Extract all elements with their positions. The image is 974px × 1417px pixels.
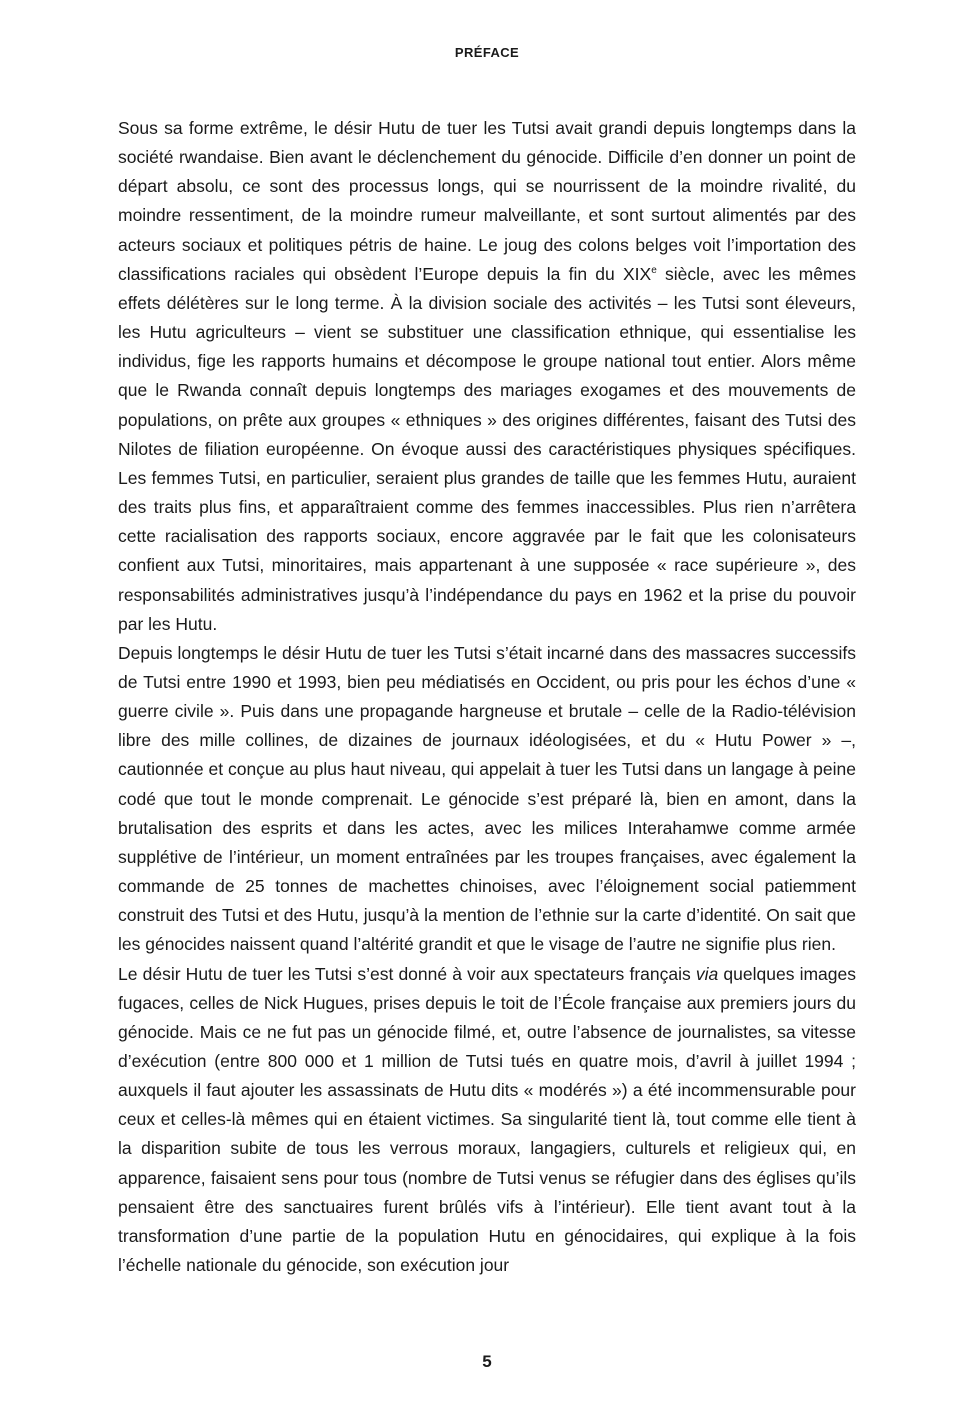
paragraph-3-text-a: Le désir Hutu de tuer les Tutsi s’est donné à voir aux spectateurs français — [118, 963, 696, 984]
page-number: 5 — [482, 1352, 492, 1371]
italic-via: via — [695, 963, 719, 984]
paragraph-3 — [118, 960, 856, 1281]
paragraph-3-text-b: quelques images fugaces, celles de Nick Hugues, prises depuis le toit de l’École française aux premiers jours du génocide. Mais ce ne fut pas un génocide filmé, et, outre l’absence de journalistes, sa vitesse d’exécution (entre 800 000 et 1 million de Tutsi tués en quatre mois, d’avril à juillet 1994 ; auxquels il faut ajouter les assassinats de Hutu dits « modérés ») a été incommensurable pour ceux et celles-là mêmes qui en étaient victimes. Sa singularité tient là, tout comme elle tient à la disparition subite de tous les verrous moraux, langagiers, culturels et religieux qui, en apparence, faisaient sens pour tous (nombre de Tutsi venus se réfugier dans des églises qu’ils pensaient être des sanctuaires furent brûlés vifs à l’intérieur). Elle tient avant tout à la transformation d’une partie de la population Hutu en génocidaires, qui explique à la fois l’échelle nationale du génocide, son exécution jour — [118, 963, 857, 1276]
paragraph-1-text-a: Sous sa forme extrême, le désir Hutu de tuer les Tutsi avait grandi depuis longtemps dans la société rwandaise. Bien avant le déclenchement du génocide. Difficile d’en donner un point de départ absolu, ce sont des processus longs, qui se nourrissent de la moindre rivalité, du moindre ressentiment, de la moindre rumeur malveillante, et sont surtout alimentés par des acteurs sociaux et politiques pétris de haine. Le joug des colons belges voit l’importation des classifications raciales qui obsèdent l’Europe depuis la fin du XIX — [118, 118, 856, 284]
paragraph-1-text-b: siècle, avec les mêmes effets délétères sur le long terme. À la division sociale des activités – les Tutsi sont éleveurs, les Hutu agriculteurs – vient se substituer une classification ethnique, qui essentialise les individus, fige les rapports humains et décompose le groupe national tout entier. Alors même que le Rwanda connaît depuis longtemps des mariages exogames et des mouvements de populations, on prête aux groupes « ethniques » des origines différentes, faisant des Tutsi des Nilotes de filiation européenne. On évoque aussi des caractéristiques physiques spécifiques. Les femmes Tutsi, en particulier, seraient plus grandes de taille que les femmes Hutu, auraient des traits plus fins, et apparaîtraient comme des femmes inaccessibles. Plus rien n’arrêtera cette racialisation des rapports sociaux, encore aggravée par le fait que les colonisateurs confient aux Tutsi, minoritaires, mais appartenant à une supposée « race supérieure », des responsabilités administratives jusqu’à l’indépendance du pays en 1962 et la prise du pouvoir par les Hutu. — [118, 263, 856, 634]
body-text — [118, 114, 856, 1280]
running-header: PRÉFACE — [454, 45, 520, 60]
paragraph-1 — [118, 114, 856, 639]
century-superscript: e — [651, 264, 657, 276]
paragraph-2: Depuis longtemps le désir Hutu de tuer les Tutsi s’était incarné dans des massacres successifs de Tutsi entre 1990 et 1993, bien peu médiatisés en Occident, ou pris pour les échos d’une « guerre civile ». Puis dans une propagande hargneuse et brutale – celle de la Radio-télévision libre des mille collines, de dizaines de journaux idéologisées, et du « Hutu Power » –, cautionnée et conçue au plus haut niveau, qui appelait à tuer les Tutsi dans un langage à peine codé que tout le monde comprenait. Le génocide s’est préparé là, bien en amont, dans la brutalisation des esprits et dans les actes, avec les milices Interahamwe comme armée supplétive de l’intérieur, un moment entraînées par les troupes françaises, avec également la commande de 25 tonnes de machettes chinoises, avec l’éloignement social patiemment construit des Tutsi et des Hutu, jusqu’à la mention de l’ethnie sur la carte d’identité. On sait que les génocides naissent quand l’altérité grandit et que le visage de l’autre ne signifie plus rien. — [118, 642, 856, 955]
